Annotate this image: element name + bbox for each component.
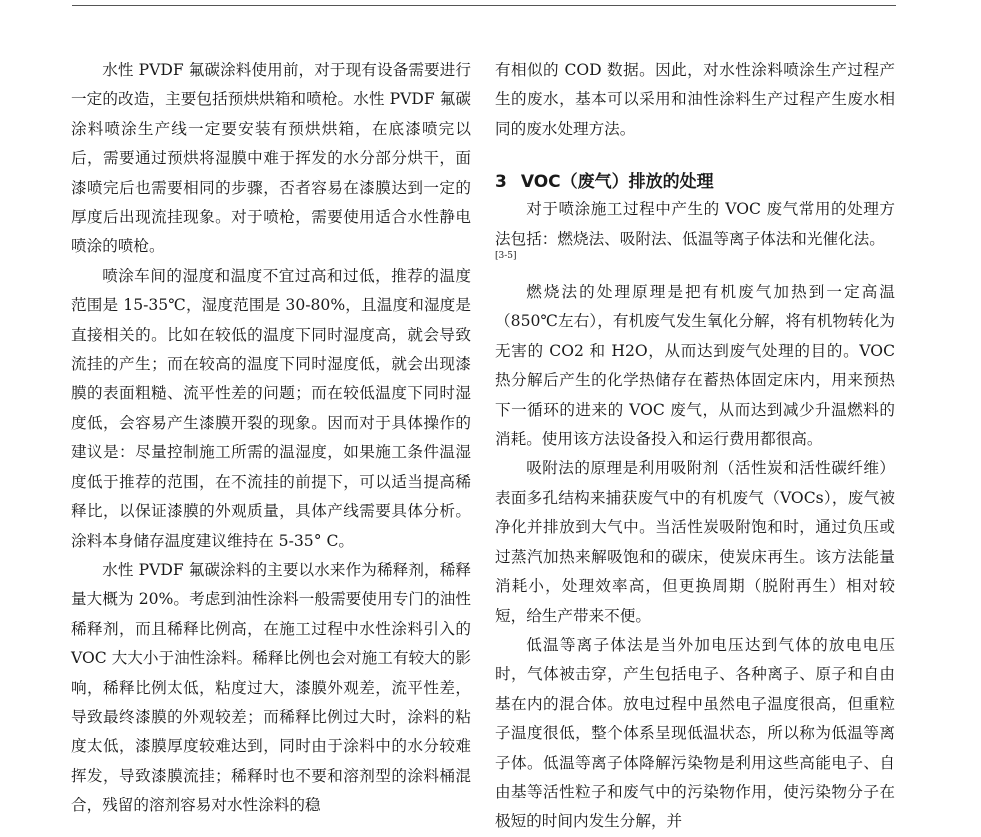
paragraph-humidity-temperature: 喷涂车间的湿度和温度不宜过高和过低，推荐的温度范围是 15-35℃，湿度范围是 30-80%，且温度和湿度是直接相关的。比如在较低的温度下同时湿度高，就会导致流挂的产生；而在较高的温度下同时湿度低，就会出现漆膜的表面粗糙、流平性差的问题；而在较低温度下同时湿度低，会容易产生漆膜开裂的现象。因而对于具体操作的建议是：尽量控制施工所需的温湿度，如果施工条件温湿度低于推荐的范围，在不流挂的前提下，可以适当提高稀释比，以保证漆膜的外观质量，具体产线需要具体分析。涂料本身储存温度建议维持在 5-35° C。 (71, 266, 471, 550)
page-top-rule (72, 5, 896, 6)
paragraph-dilution: 水性 PVDF 氟碳涂料的主要以水来作为稀释剂，稀释量大概为 20%。考虑到油性涂料一般需要使用专门的油性稀释剂，而且稀释比例高，在施工过程中水性涂料引入的 VOC 大大小于油性涂料。稀释比例也会对施工有较大的影响，稀释比例太低，粘度过大，漆膜外观差，流平性差，导致最终漆膜的外观较差；而稀释比例过大时，涂料的粘度太低，漆膜厚度较难达到，同时由于涂料中的水分较难挥发，导致漆膜流挂；稀释时也不要和溶剂型的涂料桶混合，残留的溶剂容易对水性涂料的稳 (71, 560, 471, 815)
paragraph-voc-methods: 对于喷涂施工过程中产生的 VOC 废气常用的处理方法包括：燃烧法、吸附法、低温等离子体法和光催化法。 (495, 200, 895, 248)
paragraph-preparation: 水性 PVDF 氟碳涂料使用前，对于现有设备需要进行一定的改造，主要包括预烘烘箱和喷枪。水性 PVDF 氟碳涂料喷涂生产线一定要安装有预烘烘箱，在底漆喷完以后，需要通过预烘将湿膜中难于挥发的水分部分烘干，面漆喷完后也需要相同的步骤，否者容易在漆膜达到一定的厚度后出现流挂现象。对于喷枪，需要使用适合水性静电喷涂的喷枪。 (71, 61, 471, 256)
paragraph-combustion: 燃烧法的处理原理是把有机废气加热到一定高温（850℃左右），有机废气发生氧化分解，将有机物转化为无害的 CO2 和 H2O，从而达到废气处理的目的。VOC 热分解后产生的化学热储存在蓄热体固定床内，用来预热下一循环的进来的 VOC 废气，从而达到减少升温燃料的消耗。使用该方法设备投入和运行费用都很高。 (495, 283, 895, 449)
right-column (495, 56, 895, 837)
left-column (71, 56, 471, 821)
paragraph-adsorption: 吸附法的原理是利用吸附剂（活性炭和活性碳纤维）表面多孔结构来捕获废气中的有机废气（VOCs），废气被净化并排放到大气中。当活性炭吸附饱和时，通过负压或过蒸汽加热来解吸饱和的碳床，使炭床再生。该方法能量消耗小，处理效率高，但更换周期（脱附再生）相对较短，给生产带来不便。 (495, 459, 895, 625)
paragraph-plasma: 低温等离子体法是当外加电压达到气体的放电电压时，气体被击穿，产生包括电子、各种离子、原子和自由基在内的混合体。放电过程中虽然电子温度很高，但重粒子温度很低，整个体系呈现低温状态，所以称为低温等离子体。低温等离子体降解污染物是利用这些高能电子、自由基等活性粒子和废气中的污染物作用，使污染物分子在极短的时间内发生分解，并 (495, 635, 895, 831)
section-number: 3 (495, 172, 507, 193)
citation-marker: [3-5] (495, 251, 517, 262)
section-heading (495, 169, 895, 195)
section-title: VOC（废气）排放的处理 (520, 172, 714, 193)
paragraph-cod-continuation: 有相似的 COD 数据。因此，对水性涂料喷涂生产过程产生的废水，基本可以采用和油性涂料生产过程产生废水相同的废水处理方法。 (495, 61, 895, 138)
